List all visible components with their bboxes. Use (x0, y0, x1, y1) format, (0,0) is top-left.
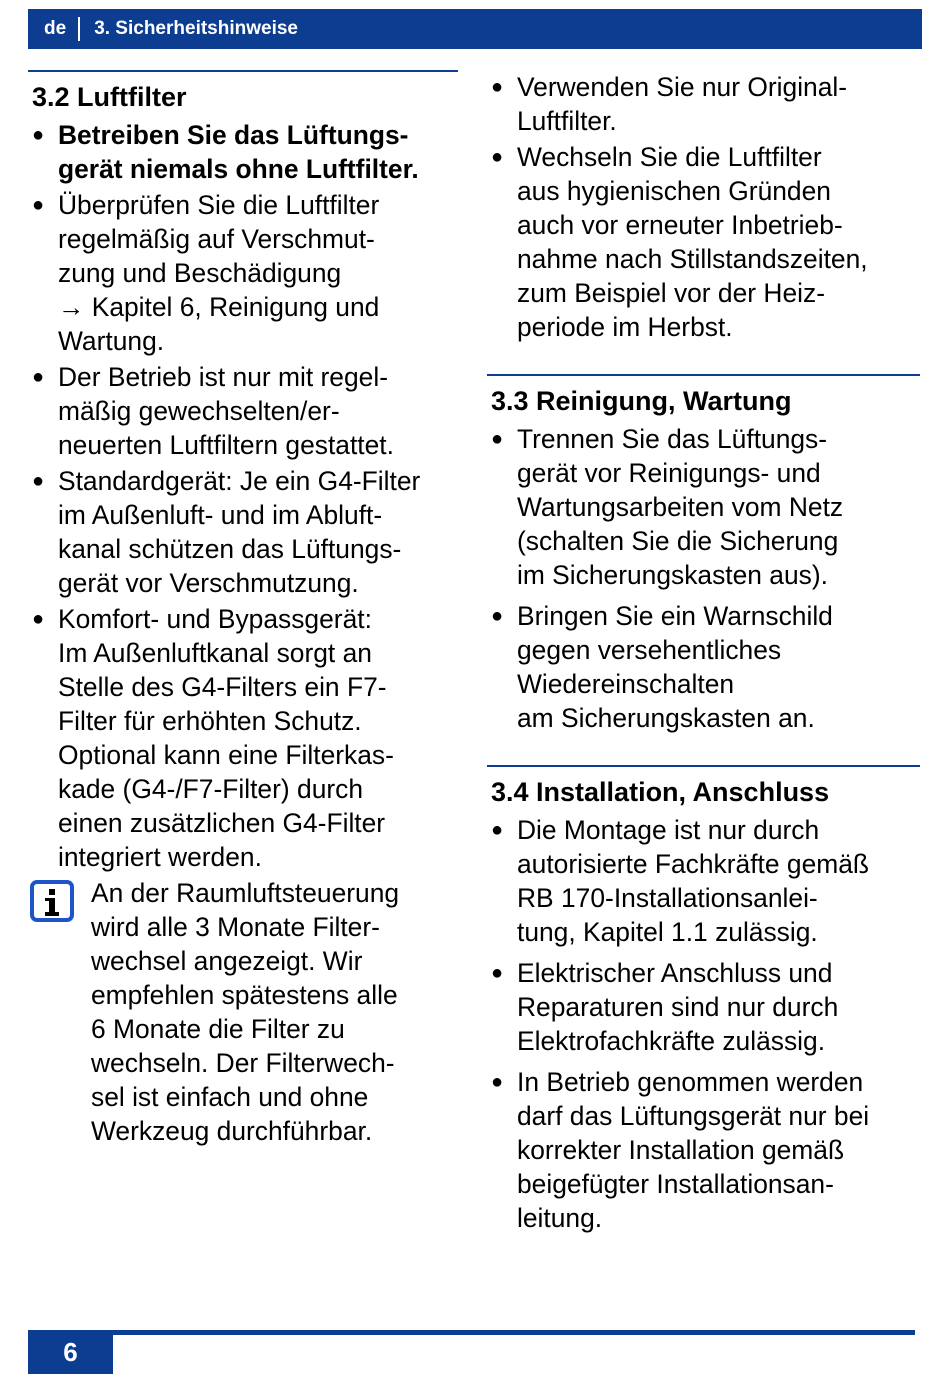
list-item (487, 422, 920, 592)
section-rule (28, 70, 458, 72)
bullet-icon: ● (491, 819, 504, 841)
list-item (487, 813, 920, 949)
section-heading-3-3: 3.3 Reinigung, Wartung (491, 386, 792, 416)
list-item-text: Wechseln Sie die Luftfilter aus hygienischen Gründen auch vor erneuter Inbetrieb- nahme nach Stillstandszeiten, zum Beispiel vor der Heiz- periode im Herbst. (517, 142, 868, 342)
list-item-text: Verwenden Sie nur Original- Luftfilter. (517, 72, 848, 136)
list-item-text: Standardgerät: Je ein G4-Filter im Außenluft- und im Abluft- kanal schützen das Lüftungs- gerät vor Verschmutzung. (58, 466, 421, 598)
installation-list (487, 813, 920, 1235)
section-heading-3-4: 3.4 Installation, Anschluss (491, 777, 830, 807)
section-rule (487, 765, 920, 767)
info-icon (30, 880, 74, 922)
bullet-icon: ● (491, 962, 504, 984)
bullet-icon: ● (32, 124, 45, 146)
bullet-icon: ● (32, 470, 45, 492)
list-item-text: Trennen Sie das Lüftungs- gerät vor Reinigungs- und Wartungsarbeiten vom Netz (schalten Sie die Sicherung im Sicherungskasten aus). (517, 424, 844, 590)
list-item (487, 956, 920, 1058)
page-number: 6 (28, 1330, 113, 1374)
list-item (28, 118, 458, 186)
list-item-text: Komfort- und Bypassgerät: Im Außenluftkanal sorgt an Stelle des G4-Filters ein F7- Filter für erhöhten Schutz. Optional kann eine Filterkas- kade (G4-/F7-Filter) durch einen zusätzlichen G4-Filter integriert werden. (58, 604, 394, 872)
list-item (487, 140, 920, 344)
bullet-icon: ● (32, 366, 45, 388)
luftfilter-list (28, 118, 458, 874)
list-item (487, 599, 920, 735)
list-item-text: Überprüfen Sie die Luftfilter regelmäßig auf Verschmut- zung und Beschädigung → Kapitel 6, Reinigung und Wartung. (58, 190, 380, 356)
info-note-text: An der Raumluftsteuerung wird alle 3 Monate Filter- wechsel angezeigt. Wir empfehlen spätestens alle 6 Monate die Filter zu wechseln. Der Filterwech- sel ist einfach und ohne Werkzeug durchführbar. (91, 878, 400, 1146)
list-item-text: Die Montage ist nur durch autorisierte Fachkräfte gemäß RB 170-Installationsanlei- tung, Kapitel 1.1 zulässig. (517, 815, 870, 947)
bullet-icon: ● (491, 1071, 504, 1093)
luftfilter-list-continued (487, 70, 920, 344)
footer-rule (28, 1330, 915, 1335)
bullet-icon: ● (491, 146, 504, 168)
list-item (28, 360, 458, 462)
list-item-text: Elektrischer Anschluss und Reparaturen sind nur durch Elektrofachkräfte zulässig. (517, 958, 839, 1056)
section-heading-3-2: 3.2 Luftfilter (32, 82, 187, 112)
list-item-text: Bringen Sie ein Warnschild gegen versehentliches Wiedereinschalten am Sicherungskasten an. (517, 601, 833, 733)
language-code: de (44, 18, 67, 39)
right-column (487, 70, 920, 1242)
list-item (28, 464, 458, 600)
left-column (28, 70, 458, 1148)
chapter-title: 3. Sicherheitshinweise (94, 18, 298, 39)
section-rule (487, 374, 920, 376)
list-item (487, 1065, 920, 1235)
bullet-icon: ● (491, 605, 504, 627)
page-header (28, 9, 922, 49)
bullet-icon: ● (491, 428, 504, 450)
list-item (28, 602, 458, 874)
info-note (28, 876, 458, 1148)
bullet-icon: ● (32, 608, 45, 630)
bullet-icon: ● (491, 76, 504, 98)
list-item (487, 70, 920, 138)
list-item-text: In Betrieb genommen werden darf das Lüftungsgerät nur bei korrekter Installation gemäß beigefügter Installationsan- leitung. (517, 1067, 870, 1233)
list-item-text: Der Betrieb ist nur mit regel- mäßig gewechselten/er- neuerten Luftfiltern gestattet. (58, 362, 394, 460)
bullet-icon: ● (32, 194, 45, 216)
list-item (28, 188, 458, 358)
list-item-text: Betreiben Sie das Lüftungs- gerät niemals ohne Luftfilter. (58, 120, 419, 184)
reinigung-list (487, 422, 920, 735)
